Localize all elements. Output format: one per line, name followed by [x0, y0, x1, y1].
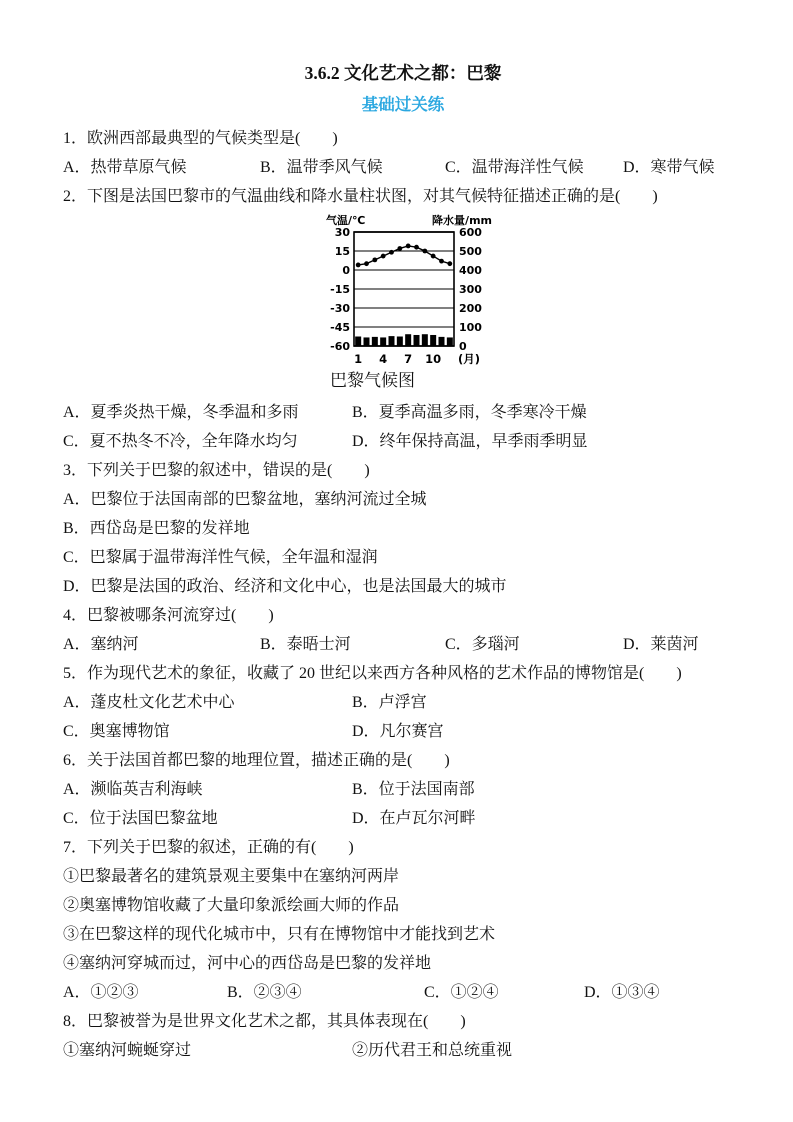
question-2-text: 2．下图是法国巴黎市的气温曲线和降水量柱状图，对其气候特征描述正确的是( ): [63, 188, 658, 205]
svg-text:4: 4: [379, 352, 388, 366]
svg-text:10: 10: [425, 352, 442, 366]
svg-text:200: 200: [459, 302, 482, 315]
climate-chart-figure: [63, 211, 743, 398]
section-header: 基础过关练: [361, 95, 445, 114]
option-a: A．濒临英吉利海峡: [63, 781, 203, 798]
option-c: C．位于法国巴黎盆地: [63, 810, 218, 827]
question-2-options-row-2: [63, 427, 743, 456]
page-title: 3.6.2 文化艺术之都：巴黎: [304, 63, 502, 83]
option-d: D．莱茵河: [623, 636, 699, 653]
question-7-options: [63, 978, 743, 1007]
paris-climograph: [326, 214, 492, 367]
option-a: A．蓬皮杜文化艺术中心: [63, 694, 235, 711]
svg-text:7: 7: [404, 352, 413, 366]
svg-text:-30: -30: [330, 302, 350, 315]
question-5-options-row-1: [63, 688, 743, 717]
svg-text:300: 300: [459, 283, 482, 296]
svg-text:-45: -45: [330, 321, 350, 334]
svg-text:0: 0: [459, 340, 467, 353]
option-a: A．夏季炎热干燥，冬季温和多雨: [63, 404, 299, 421]
option-d: D．凡尔赛宫: [352, 723, 444, 740]
option-b: B．卢浮宫: [352, 694, 427, 711]
option-c: C．夏不热冬不冷，全年降水均匀: [63, 433, 298, 450]
question-5-text: 5．作为现代艺术的象征，收藏了 20 世纪以来西方各种风格的艺术作品的博物馆是( ): [63, 665, 682, 682]
option-b: B．位于法国南部: [352, 781, 475, 798]
svg-text:气温/℃: 气温/℃: [326, 214, 366, 227]
svg-text:600: 600: [459, 226, 482, 239]
option-b: B．温带季风气候: [260, 159, 383, 176]
question-6-text: 6．关于法国首都巴黎的地理位置，描述正确的是( ): [63, 752, 450, 769]
question-8-text: 8．巴黎被誉为是世界文化艺术之都，其具体表现在( ): [63, 1013, 466, 1030]
svg-text:降水量/mm: 降水量/mm: [432, 214, 492, 227]
option-d: D．终年保持高温，早季雨季明显: [352, 433, 588, 450]
question-6-options-row-2: [63, 804, 743, 833]
question-3-text: 3．下列关于巴黎的叙述中，错误的是( ): [63, 462, 370, 479]
question-7-text: 7．下列关于巴黎的叙述，正确的有( ): [63, 839, 354, 856]
option-b: B．夏季高温多雨，冬季寒冷干燥: [352, 404, 587, 421]
option-c: C．温带海洋性气候: [445, 159, 584, 176]
option-c: C．①②④: [424, 984, 499, 1001]
svg-text:400: 400: [459, 264, 482, 277]
svg-text:100: 100: [459, 321, 482, 334]
question-2-options-row-1: [63, 398, 743, 427]
svg-text:500: 500: [459, 245, 482, 258]
question-1-options: [63, 153, 743, 182]
svg-text:-60: -60: [330, 340, 350, 353]
option-b: B．②③④: [227, 984, 302, 1001]
question-5-options-row-2: [63, 717, 743, 746]
question-1-text: 1．欧洲西部最典型的气候类型是( ): [63, 130, 338, 147]
question-7-item-4: ④塞纳河穿城而过，河中心的西岱岛是巴黎的发祥地: [63, 955, 432, 972]
item-2: ②历代君王和总统重视: [352, 1042, 513, 1059]
option-a: A．①②③: [63, 984, 139, 1001]
option-c: C．多瑙河: [445, 636, 520, 653]
svg-text:1: 1: [354, 352, 363, 366]
question-7-item-1: ①巴黎最著名的建筑景观主要集中在塞纳河两岸: [63, 868, 400, 885]
option-d: D．寒带气候: [623, 159, 715, 176]
chart-caption: 巴黎气候图: [330, 371, 415, 390]
svg-text:30: 30: [334, 226, 350, 239]
option-d: D．①③④: [584, 984, 660, 1001]
question-4-options: [63, 630, 743, 659]
question-4-text: 4．巴黎被哪条河流穿过( ): [63, 607, 274, 624]
svg-text:(月): (月): [458, 352, 481, 366]
question-3-option-a: A．巴黎位于法国南部的巴黎盆地，塞纳河流过全城: [63, 491, 427, 508]
climate-chart-wrap: [326, 214, 492, 392]
question-7-item-2: ②奥塞博物馆收藏了大量印象派绘画大师的作品: [63, 897, 400, 914]
svg-text:0: 0: [342, 264, 350, 277]
option-b: B．泰晤士河: [260, 636, 351, 653]
option-d: D．在卢瓦尔河畔: [352, 810, 476, 827]
svg-text:15: 15: [334, 245, 350, 258]
svg-text:-15: -15: [330, 283, 350, 296]
item-1: ①塞纳河蜿蜒穿过: [63, 1042, 192, 1059]
option-a: A．塞纳河: [63, 636, 139, 653]
option-c: C．奥塞博物馆: [63, 723, 170, 740]
question-3-option-c: C．巴黎属于温带海洋性气候，全年温和湿润: [63, 549, 378, 566]
question-7-item-3: ③在巴黎这样的现代化城市中，只有在博物馆中才能找到艺术: [63, 926, 496, 943]
question-3-option-d: D．巴黎是法国的政治、经济和文化中心，也是法国最大的城市: [63, 578, 507, 595]
question-6-options-row-1: [63, 775, 743, 804]
option-a: A．热带草原气候: [63, 159, 187, 176]
question-3-option-b: B．西岱岛是巴黎的发祥地: [63, 520, 250, 537]
question-8-items: [63, 1036, 743, 1065]
